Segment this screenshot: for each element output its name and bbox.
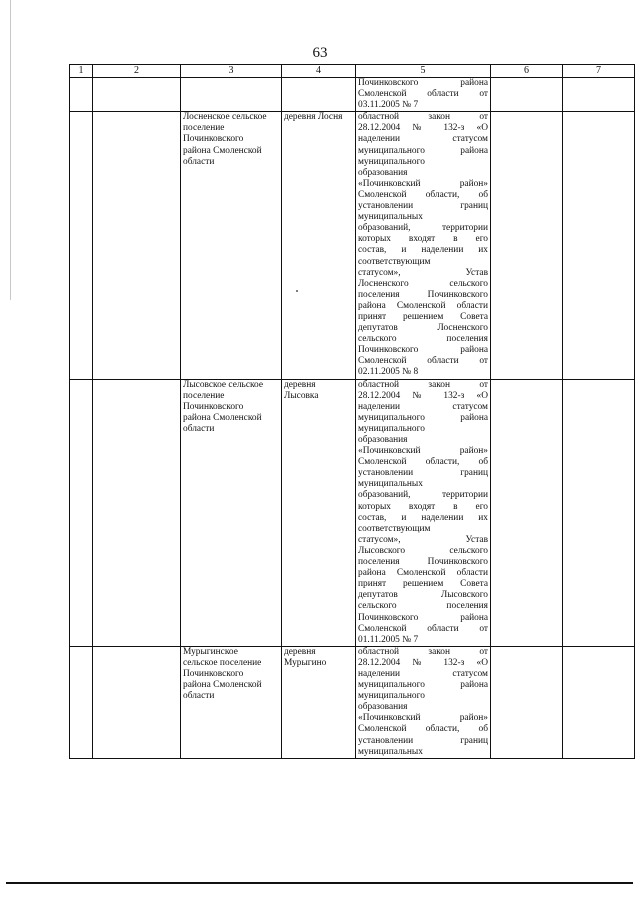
column-number: 4 xyxy=(282,65,356,78)
legal-basis-line: состав, и наделении их xyxy=(358,245,488,256)
cell-c1 xyxy=(70,78,93,112)
cell-c6 xyxy=(491,646,563,758)
legal-basis-line: образования xyxy=(358,702,408,713)
cell-c3 xyxy=(181,78,282,112)
settlement-name-line: области xyxy=(183,423,215,434)
cell-c2 xyxy=(93,646,181,758)
legal-basis-line: 28.12.2004 № 132-з «О xyxy=(358,123,488,134)
legal-basis-line: 02.11.2005 № 8 xyxy=(358,367,419,378)
legal-basis-line: поселения Починковского xyxy=(358,557,488,568)
legal-basis-line: «Починковский район» xyxy=(358,178,488,189)
settlement-name-line: района Смоленской xyxy=(183,680,262,691)
legal-basis-line: Лосненского сельского xyxy=(358,278,488,289)
legal-basis-line: областной закон от xyxy=(358,646,488,657)
legal-basis-line: образований, территории xyxy=(358,223,488,234)
cell-c7 xyxy=(563,646,635,758)
cell-c6 xyxy=(491,78,563,112)
settlement-name-line: Починковского xyxy=(183,134,244,145)
table-body xyxy=(70,65,635,759)
legal-basis-line: муниципального района xyxy=(358,412,488,423)
table-row xyxy=(70,112,635,379)
cell-c1 xyxy=(70,112,93,379)
settlement-name-line: Мурыгинское xyxy=(183,646,238,657)
legal-basis-line: принят решением Совета xyxy=(358,311,488,322)
legal-basis-line: установлении границ xyxy=(358,201,488,212)
legal-basis-line: установлении границ xyxy=(358,735,488,746)
legal-basis-line: муниципального xyxy=(358,423,425,434)
cell-c4 xyxy=(282,78,356,112)
table-row xyxy=(70,379,635,646)
legal-basis-line: поселения Починковского xyxy=(358,289,488,300)
legal-basis-line: статусом», Устав xyxy=(358,267,488,278)
legal-basis-line: депутатов Лосненского xyxy=(358,323,488,334)
legal-basis-line: Смоленской области, об xyxy=(358,724,488,735)
legal-basis-line: сельского поселения xyxy=(358,601,488,612)
legal-basis-line: Смоленской области от xyxy=(358,623,488,634)
legal-basis-line: района Смоленской области xyxy=(358,300,488,311)
legal-basis-line: которых входят в его xyxy=(358,234,488,245)
legal-basis-line: Починковского района xyxy=(358,345,488,356)
legal-basis-line: 28.12.2004 № 132-з «О xyxy=(358,657,488,668)
cell-c5 xyxy=(356,646,491,758)
settlement-name-line: области xyxy=(183,691,215,702)
column-number: 6 xyxy=(491,65,563,78)
settlement-name-line: Лосненское сельское xyxy=(183,112,267,123)
cell-c3 xyxy=(181,112,282,379)
document-table xyxy=(69,64,635,759)
cell-c6 xyxy=(491,379,563,646)
legal-basis-line: муниципального района xyxy=(358,680,488,691)
settlement-name-line: области xyxy=(183,156,215,167)
cell-c5 xyxy=(356,379,491,646)
cell-c2 xyxy=(93,379,181,646)
cell-c3 xyxy=(181,379,282,646)
cell-c6 xyxy=(491,112,563,379)
settlement-name-line: поселение xyxy=(183,390,225,401)
legal-basis-line: наделении статусом xyxy=(358,134,488,145)
cell-c5 xyxy=(356,78,491,112)
legal-basis-line: Смоленской области, об xyxy=(358,189,488,200)
legal-basis-line: которых входят в его xyxy=(358,501,488,512)
legal-basis-line: образования xyxy=(358,167,408,178)
legal-basis-line: образования xyxy=(358,435,408,445)
bottom-rule xyxy=(6,882,633,884)
legal-basis-line: муниципального xyxy=(358,691,425,702)
cell-c3 xyxy=(181,646,282,758)
cell-c4 xyxy=(282,646,356,758)
legal-basis-line: статусом», Устав xyxy=(358,534,488,545)
column-number: 5 xyxy=(356,65,491,78)
legal-basis-line: принят решением Совета xyxy=(358,579,488,590)
center-line: Лысовка xyxy=(284,390,319,401)
legal-basis-line: соответствующим xyxy=(358,523,431,534)
legal-basis-line: 03.11.2005 № 7 xyxy=(358,100,419,111)
table-row xyxy=(70,646,635,758)
page-number: 63 xyxy=(312,45,328,61)
table-row xyxy=(70,78,635,112)
column-number: 7 xyxy=(563,65,635,78)
cell-c4 xyxy=(282,379,356,646)
settlement-name-line: Лысовское сельское xyxy=(183,379,264,390)
cell-c1 xyxy=(70,646,93,758)
cell-c4 xyxy=(282,112,356,379)
settlement-name-line: района Смоленской xyxy=(183,145,262,156)
column-number: 1 xyxy=(70,65,93,78)
legal-basis-line: 01.11.2005 № 7 xyxy=(358,634,419,645)
settlement-name-line: сельское поселение xyxy=(183,657,262,668)
legal-basis-line: соответствующим xyxy=(358,256,431,267)
center-line: деревня xyxy=(284,646,316,657)
cell-c1 xyxy=(70,379,93,646)
legal-basis-line: установлении границ xyxy=(358,468,488,479)
legal-basis-line: депутатов Лысовского xyxy=(358,590,488,601)
legal-basis-line: муниципальных xyxy=(358,212,423,223)
legal-basis-line: областной закон от xyxy=(358,379,488,390)
cell-c7 xyxy=(563,78,635,112)
legal-basis-line: наделении статусом xyxy=(358,668,488,679)
cell-c2 xyxy=(93,78,181,112)
legal-basis-line: состав, и наделении их xyxy=(358,512,488,523)
settlement-name-line: района Смоленской xyxy=(183,412,262,423)
legal-basis-line: наделении статусом xyxy=(358,401,488,412)
legal-basis-line: муниципальных xyxy=(358,479,423,490)
legal-basis-line: муниципальных xyxy=(358,746,423,757)
legal-basis-line: Смоленской области, об xyxy=(358,457,488,468)
column-number: 3 xyxy=(181,65,282,78)
legal-basis-line: Смоленской области от xyxy=(358,89,488,100)
cell-c7 xyxy=(563,112,635,379)
legal-basis-line: Починковского района xyxy=(358,78,488,88)
column-number-row xyxy=(70,65,635,78)
cell-c5 xyxy=(356,112,491,379)
legal-basis-line: Лысовского сельского xyxy=(358,545,488,556)
legal-basis-line: муниципального района xyxy=(358,145,488,156)
settlement-name-line: Починковского xyxy=(183,401,244,412)
center-line: деревня Лосня xyxy=(284,112,343,123)
cell-c2 xyxy=(93,112,181,379)
center-line: Мурыгино xyxy=(284,657,327,668)
legal-basis-line: района Смоленской области xyxy=(358,568,488,579)
legal-basis-line: «Починковский район» xyxy=(358,713,488,724)
legal-basis-line: Смоленской области от xyxy=(358,356,488,367)
legal-basis-line: муниципального xyxy=(358,156,425,167)
legal-basis-line: 28.12.2004 № 132-з «О xyxy=(358,390,488,401)
settlement-name-line: Починковского xyxy=(183,668,244,679)
column-number: 2 xyxy=(93,65,181,78)
legal-basis-line: Починковского района xyxy=(358,612,488,623)
legal-basis-line: образований, территории xyxy=(358,490,488,501)
center-line: деревня xyxy=(284,379,316,390)
settlement-name-line: поселение xyxy=(183,123,225,134)
legal-basis-line: областной закон от xyxy=(358,112,488,123)
cell-c7 xyxy=(563,379,635,646)
legal-basis-line: сельского поселения xyxy=(358,334,488,345)
legal-basis-line: «Починковский район» xyxy=(358,446,488,457)
